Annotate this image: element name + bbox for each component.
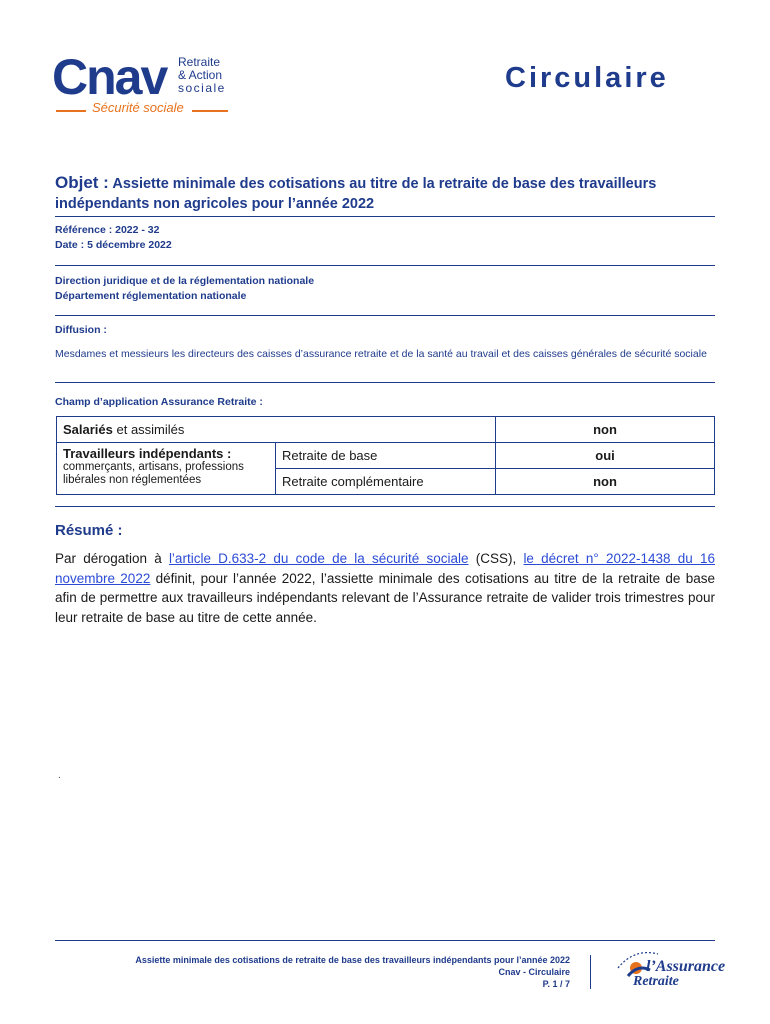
reference: Référence : 2022 - 32: [55, 224, 160, 236]
logo-subtitle: [178, 56, 226, 95]
retraite-base-label: Retraite de base: [276, 443, 496, 469]
logo-text-2: Retraite: [633, 974, 679, 989]
direction-block: [55, 274, 314, 304]
decree-link[interactable]: le décret n° 2022-1438 du 16 novembre 2022: [55, 551, 715, 586]
stray-dot: .: [58, 770, 61, 781]
divider: [55, 506, 715, 507]
footer-divider: [55, 940, 715, 941]
footer-separator: [590, 955, 591, 989]
logo-wordmark: Cnav: [52, 49, 167, 105]
date: Date : 5 décembre 2022: [55, 239, 172, 251]
tnd-label: Travailleurs indépendants :: [63, 446, 232, 461]
salaries-label: Salariés: [63, 422, 113, 437]
retraite-base-value: oui: [496, 443, 715, 469]
footer-page: P. 1 / 7: [542, 979, 570, 989]
logo-bar-left: [56, 110, 86, 112]
divider: [55, 216, 715, 217]
tnd-subtitle: commerçants, artisans, professions libérales non réglementées: [63, 461, 244, 486]
diffusion-text: Mesdames et messieurs les directeurs des caisses d’assurance retraite et de la santé au travail et des caisses générales de sécurité sociale: [55, 348, 707, 360]
retraite-comp-value: non: [496, 469, 715, 495]
tnd-cell: [57, 443, 276, 495]
logo-line-1: Retraite: [178, 55, 221, 69]
salaries-cell: [57, 417, 496, 443]
cnav-logo: [52, 49, 242, 122]
reference-block: [55, 223, 172, 253]
table-row: [57, 417, 715, 443]
direction: Direction juridique et de la réglementation nationale: [55, 275, 315, 287]
summary-body: [55, 549, 715, 627]
logo-line-3: sociale: [178, 81, 226, 95]
retraite-comp-label: Retraite complémentaire: [276, 469, 496, 495]
scope-table: [56, 416, 715, 495]
departement: Département réglementation nationale: [55, 290, 247, 302]
salaries-value: non: [496, 417, 715, 443]
document-type: Circulaire: [505, 62, 669, 94]
subject-label: Objet :: [55, 173, 109, 192]
summary-text-2: (CSS),: [468, 551, 524, 566]
logo-line-2: & Action: [178, 68, 223, 82]
divider: [55, 315, 715, 316]
footer-title: Assiette minimale des cotisations de retraite de base des travailleurs indépendants pour l’année 2022: [135, 955, 570, 965]
summary-text-1: Par dérogation à: [55, 551, 169, 566]
logo-bar-right: [192, 110, 228, 112]
summary-title: Résumé :: [55, 522, 123, 539]
scope-label: Champ d’application Assurance Retraite :: [55, 396, 263, 408]
footer-text: [135, 954, 570, 990]
logo-text-1: l’Assurance: [646, 958, 726, 975]
subject-text: Assiette minimale des cotisations au titre de la retraite de base des travailleurs indépendants non agricoles pour l’année 2022: [55, 176, 657, 212]
assurance-retraite-logo: [608, 946, 726, 996]
divider: [55, 265, 715, 266]
summary-text-3: définit, pour l’année 2022, l’assiette minimale des cotisations au titre de la retraite de base afin de permettre aux travailleurs indépendants relevant de l’Assurance retraite de valider trois trimestres pour leur retraite de base au titre de cette année.: [55, 570, 715, 625]
salaries-label-rest: et assimilés: [112, 422, 185, 437]
footer-subtitle: Cnav - Circulaire: [498, 967, 570, 977]
divider: [55, 382, 715, 383]
table-row: [57, 443, 715, 469]
subject: [55, 173, 720, 214]
diffusion-label: Diffusion :: [55, 324, 107, 336]
logo-tagline: Sécurité sociale: [92, 100, 184, 115]
article-link[interactable]: l’article D.633-2 du code de la sécurité sociale: [168, 551, 469, 566]
